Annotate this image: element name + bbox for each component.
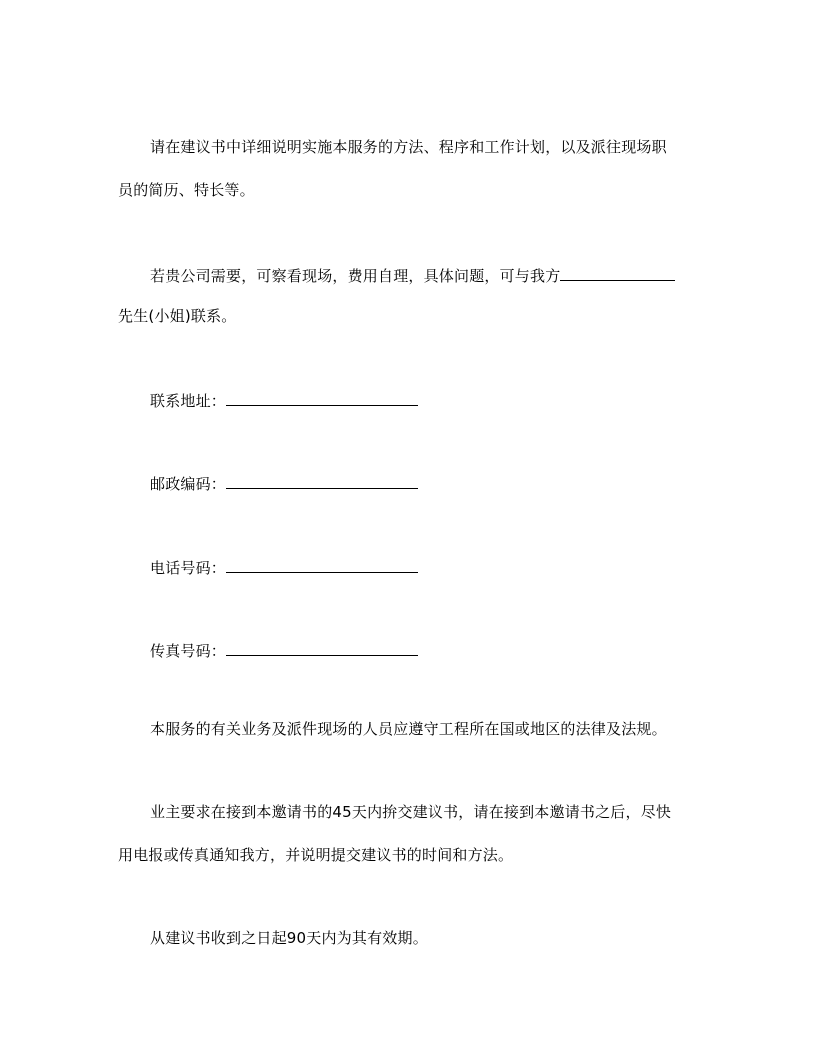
site-visit-text: 若贵公司需要，可察看现场，费用自理，具体问题，可与我方 — [150, 267, 561, 285]
phone-label: 电话号码： — [150, 559, 227, 577]
contact-person-blank[interactable] — [560, 264, 675, 281]
address-blank[interactable] — [226, 389, 418, 406]
address-field-row — [150, 389, 418, 411]
paragraph-site-visit-line1 — [150, 264, 675, 286]
fax-field-row — [150, 639, 418, 661]
paragraph-validity-period: 从建议书收到之日起90天内为其有效期。 — [150, 929, 428, 947]
paragraph-proposal-details-line1: 请在建议书中详细说明实施本服务的方法、程序和工作计划，以及派往现场职 — [150, 138, 667, 156]
fax-blank[interactable] — [226, 639, 418, 656]
address-label: 联系地址： — [150, 392, 227, 410]
postcode-field-row — [150, 472, 418, 494]
paragraph-site-visit-line2: 先生(小姐)联系。 — [118, 307, 237, 325]
phone-blank[interactable] — [226, 556, 418, 573]
phone-field-row — [150, 556, 418, 578]
postcode-label: 邮政编码： — [150, 475, 227, 493]
paragraph-laws-compliance: 本服务的有关业务及派件现场的人员应遵守工程所在国或地区的法律及法规。 — [150, 720, 667, 738]
paragraph-submission-deadline-line2: 用电报或传真通知我方，并说明提交建议书的时间和方法。 — [118, 846, 514, 864]
postcode-blank[interactable] — [226, 472, 418, 489]
paragraph-submission-deadline-line1: 业主要求在接到本邀请书的45天内拚交建议书，请在接到本邀请书之后，尽快 — [150, 803, 672, 821]
paragraph-proposal-details-line2: 员的简历、特长等。 — [118, 181, 255, 199]
fax-label: 传真号码： — [150, 642, 227, 660]
